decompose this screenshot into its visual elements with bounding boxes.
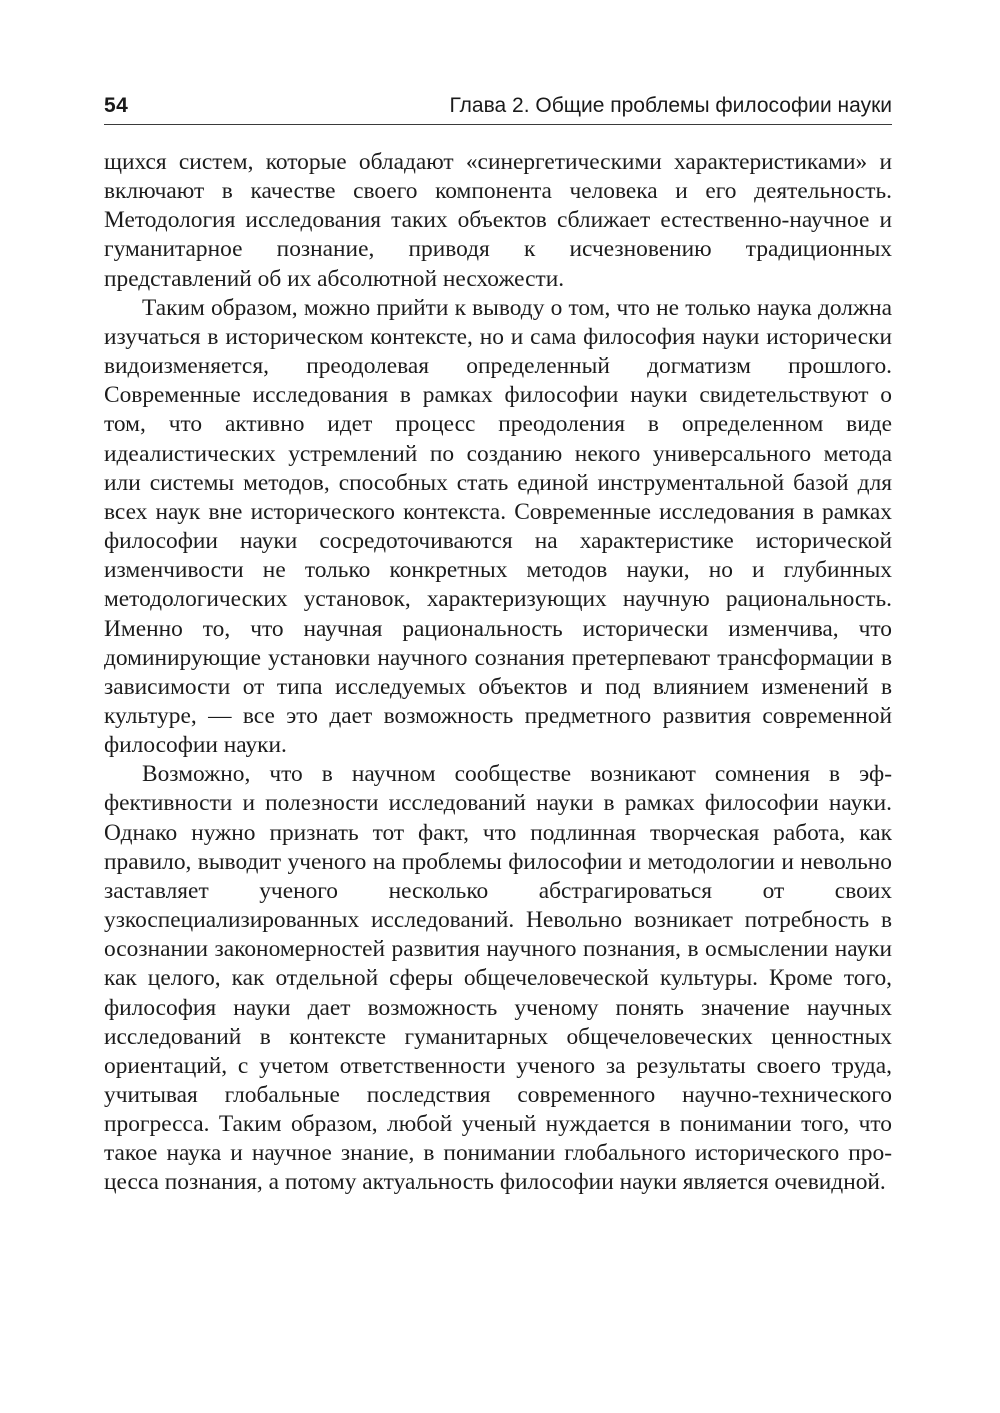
paragraph: Таким образом, можно прийти к выводу о том, что не только наука должна изучаться в историческом контексте, но и сама философия науки исторически видоизменяется, преодолевая определенный догматизм прошлого. Современные исследования в рамках философии науки свидетельствуют о том, что активно идет процесс преодоления в определенном виде идеалистических устремлений по созданию некого универсального метода или системы методов, способных стать единой инструментальной базой для всех наук вне исторического контекста. Современные исследования в рамках философии науки сосредоточиваются на характеристике исторической изменчивости не только конкретных методов науки, но и глубинных методологических установок, характеризующих научную рациональность. Именно то, что научная рациональность исторически изменчива, что доминирующие установки научного сознания претерпевают трансформации в зависимости от типа исследуемых объектов и под влиянием изменений в культуре, — все это дает возможность предметного развития современной философии науки. <box>104 294 892 759</box>
running-header <box>104 90 892 125</box>
paragraph: Возможно, что в научном сообществе возникают сомнения в эффективности и полезности исследований науки в рамках философии науки. Однако нужно признать тот факт, что подлинная творческая работа, как правило, выводит ученого на проблемы философии и методологии и невольно заставляет ученого несколько абстрагироваться от своих узкоспециализированных исследований. Невольно возникает потребность в осознании закономерностей развития научного познания, в осмыслении науки как целого, как отдельной сферы общечеловеческой культуры. Кроме того, философия науки дает возможность ученому понять значение научных исследований в контексте гуманитарных общечеловеческих ценностных ориентаций, с учетом ответственности ученого за результаты своего труда, учитывая глобальные последствия современного научно-технического прогресса. Таким образом, любой ученый нуждается в понимании того, что такое наука и научное знание, в понимании глобального исторического процесса познания, а потому актуальность философии науки является очевидной. <box>104 761 892 1196</box>
page-number: 54 <box>104 94 129 117</box>
paragraph-continuation: щихся систем, которые обладают «синергетическими характеристиками» и включают в качестве своего компонента человека и его деятельность. Методология исследования таких объектов сближает естественно-научное и гуманитарное познание, приводя к исчезновению традиционных представлений об их абсолютной несхожести. <box>104 149 892 292</box>
body-text <box>104 148 892 1198</box>
chapter-title: Глава 2. Общие проблемы философии науки <box>449 94 892 117</box>
